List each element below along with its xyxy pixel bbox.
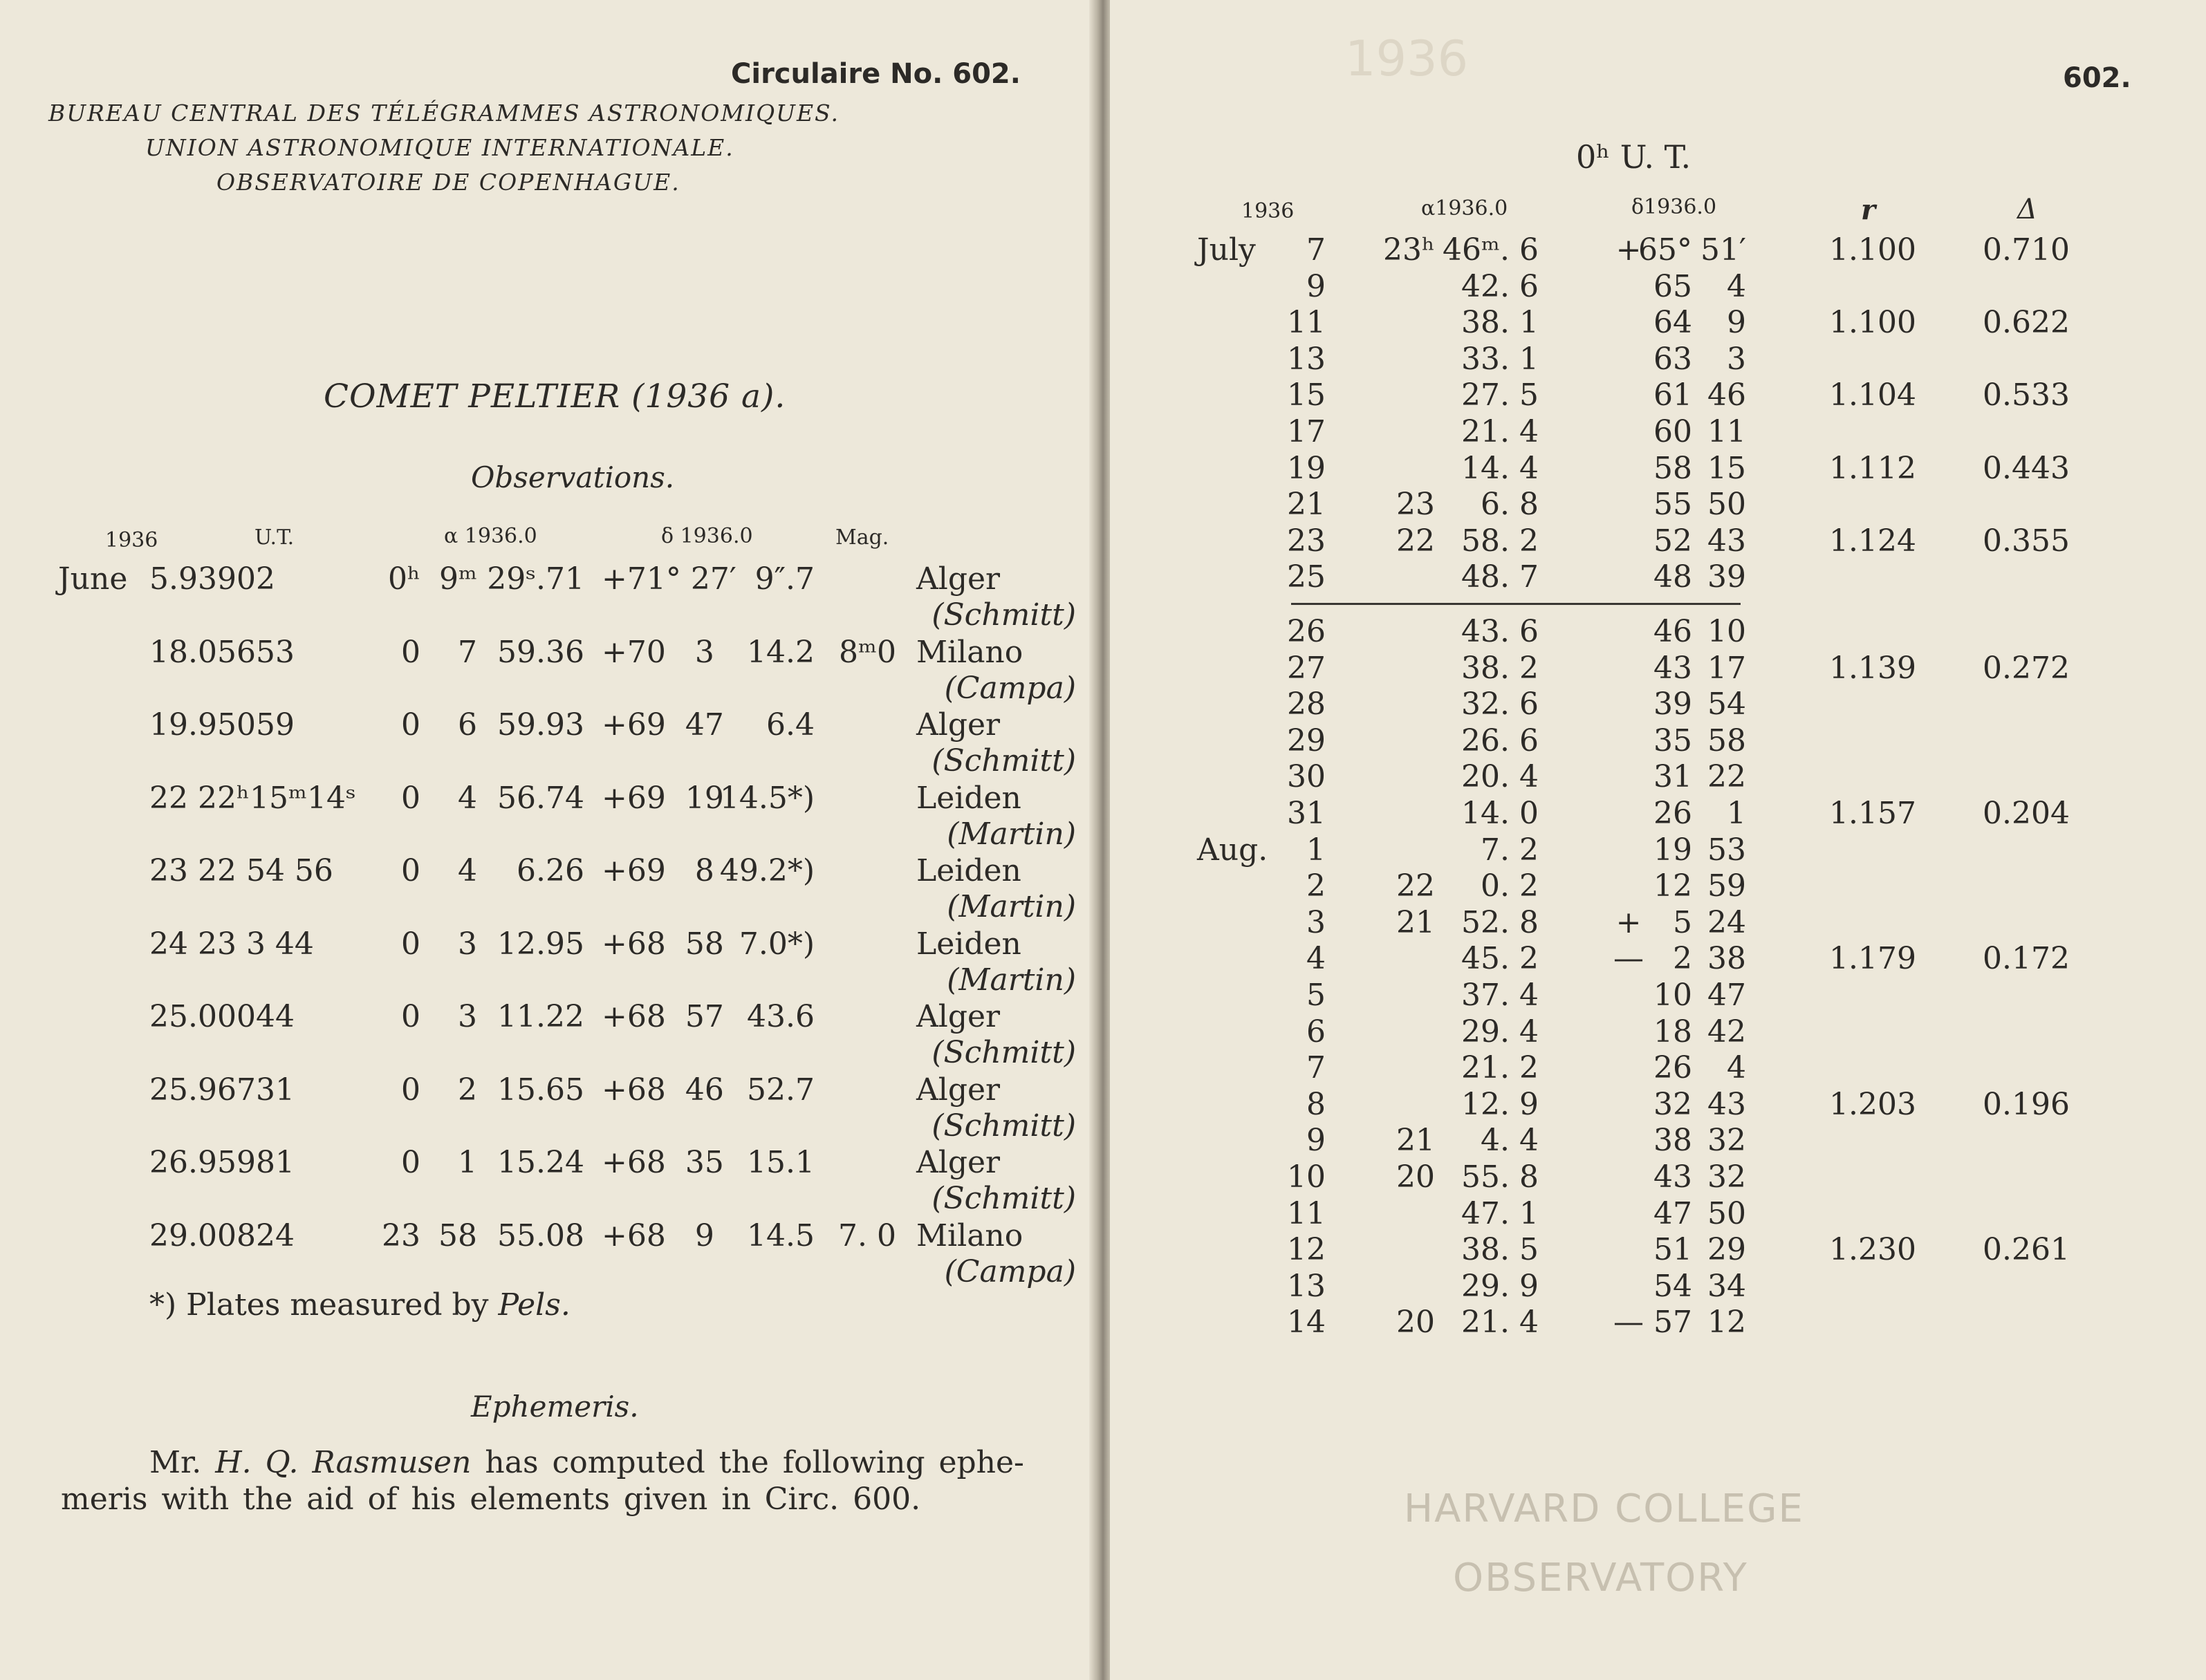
obs-date: 26.95981 — [149, 1145, 295, 1180]
footnote-prefix: *) Plates measured by — [149, 1287, 489, 1323]
obs-magnitude: 7. 0 — [838, 1218, 896, 1253]
obs-ra-minutes: 1 — [458, 1145, 477, 1180]
text-suffix: has computed the following ephe- — [485, 1445, 1024, 1480]
eph-dec-minutes: 24 — [1707, 905, 1746, 940]
obs-ra-minutes: 3 — [458, 926, 477, 962]
obs-ra-minutes: 7 — [458, 635, 477, 670]
eph-dec-degrees: 52 — [1653, 523, 1692, 559]
obs-ra-minutes: 3 — [458, 999, 477, 1034]
obs-observer: (Martin) — [947, 816, 1076, 852]
eph-ra-minutes: 26. 6 — [1461, 723, 1539, 758]
eph-delta: 0.204 — [1983, 796, 2070, 831]
eph-day: 6 — [1306, 1014, 1326, 1049]
eph-ra-hours: 23 — [1396, 487, 1435, 522]
obs-ra-seconds: 59.93 — [497, 707, 584, 743]
obs-date: 24 23 3 44 — [149, 926, 314, 962]
obs-observer: (Schmitt) — [931, 597, 1076, 633]
eph-dec-minutes: 58 — [1707, 723, 1746, 758]
eph-dec-degrees: 19 — [1653, 832, 1692, 868]
eph-ra-minutes: 38. 2 — [1461, 651, 1539, 686]
eph-dec-minutes: 4 — [1727, 269, 1746, 304]
eph-dec-degrees: 64 — [1653, 305, 1692, 340]
obs-station: Alger — [916, 707, 1001, 743]
eph-day: 28 — [1287, 687, 1326, 722]
obs-observer: (Schmitt) — [931, 1181, 1076, 1216]
eph-r: 1.230 — [1829, 1232, 1916, 1267]
eph-ra-minutes: 43. 6 — [1461, 614, 1539, 649]
eph-ra-minutes: 7. 2 — [1481, 832, 1539, 868]
obs-dec-degrees: +69 19 — [602, 781, 724, 816]
observations-heading: Observations. — [471, 460, 675, 494]
eph-dec-degrees: 55 — [1653, 487, 1692, 522]
obs-ra-minutes: 9ᵐ — [439, 561, 477, 597]
obs-date: 25.00044 — [149, 999, 295, 1034]
eph-dec-minutes: 11 — [1707, 414, 1746, 449]
eph-ra-hours: 21 — [1396, 905, 1435, 940]
eph-day: 3 — [1306, 905, 1326, 940]
obs-ra-minutes: 4 — [458, 781, 477, 816]
eph-ra-minutes: 45. 2 — [1461, 941, 1539, 976]
eph-delta: 0.355 — [1983, 523, 2070, 559]
obs-observer: (Martin) — [947, 889, 1076, 924]
eph-day: 9 — [1306, 269, 1326, 304]
eph-ra-minutes: 14. 0 — [1461, 796, 1539, 831]
eph-delta: 0.261 — [1983, 1232, 2070, 1267]
eph-day: 26 — [1287, 614, 1326, 649]
obs-station: Leiden — [916, 781, 1021, 816]
eph-ra-minutes: 46ᵐ. 6 — [1443, 232, 1539, 268]
ephemeris-heading: Ephemeris. — [471, 1390, 639, 1424]
eph-delta: 0.272 — [1983, 651, 2070, 686]
obs-dec-seconds: 9″.7 — [754, 561, 815, 597]
eph-dec-degrees: 12 — [1653, 868, 1692, 904]
harvard-stamp-line-2: OBSERVATORY — [1453, 1556, 1748, 1600]
eph-delta: 0.533 — [1983, 377, 2070, 413]
eph-dec-minutes: 43 — [1707, 1087, 1746, 1122]
eph-r: 1.100 — [1829, 232, 1916, 268]
obs-station: Milano — [916, 1218, 1023, 1253]
eph-r: 1.203 — [1829, 1087, 1916, 1122]
eph-delta: 0.443 — [1983, 451, 2070, 486]
eph-day: 7 — [1306, 232, 1326, 268]
obs-ra-seconds: 15.24 — [497, 1145, 584, 1180]
eph-day: 9 — [1306, 1123, 1326, 1158]
obs-date: 29.00824 — [149, 1218, 295, 1253]
eph-r: 1.124 — [1829, 523, 1916, 559]
eph-dec-degrees: 18 — [1653, 1014, 1692, 1049]
obs-station: Milano — [916, 635, 1023, 670]
eph-header-year: 1936 — [1241, 199, 1295, 223]
eph-dec-minutes: 43 — [1707, 523, 1746, 559]
eph-day: 5 — [1306, 978, 1326, 1013]
obs-ra-minutes: 4 — [458, 853, 477, 888]
eph-day: 21 — [1287, 487, 1326, 522]
eph-delta: 0.196 — [1983, 1087, 2070, 1122]
eph-ra-minutes: 29. 4 — [1461, 1014, 1539, 1049]
eph-day: 12 — [1287, 1232, 1326, 1267]
obs-dec-degrees: +69 47 — [602, 707, 724, 743]
obs-ra-minutes: 6 — [458, 707, 477, 743]
eph-day: 19 — [1287, 451, 1326, 486]
footnote-name: Pels. — [498, 1287, 571, 1323]
eph-dec-minutes: 39 — [1707, 559, 1746, 595]
obs-dec-degrees: +68 57 — [602, 999, 724, 1034]
obs-observer: (Martin) — [947, 962, 1076, 998]
obs-dec-seconds: 6.4 — [766, 707, 815, 743]
eph-day: 30 — [1287, 759, 1326, 794]
obs-dec-degrees: +70 3 — [602, 635, 714, 670]
eph-ra-hours: 22 — [1396, 523, 1435, 559]
obs-station: Alger — [916, 1145, 1001, 1180]
eph-dec-degrees: 47 — [1653, 1196, 1692, 1231]
bureau-line-2: UNION ASTRONOMIQUE INTERNATIONALE. — [145, 134, 734, 161]
eph-header-Delta: Δ — [2017, 194, 2037, 225]
obs-ra-seconds: 15.65 — [497, 1072, 584, 1108]
eph-ra-minutes: 21. 4 — [1461, 1305, 1539, 1340]
eph-ra-minutes: 4. 4 — [1481, 1123, 1539, 1158]
eph-day: 10 — [1287, 1159, 1326, 1195]
obs-ra-hours: 0 — [401, 1072, 420, 1108]
obs-observer: (Schmitt) — [931, 1108, 1076, 1144]
obs-magnitude: 8ᵐ0 — [839, 635, 896, 670]
eph-dec-minutes: 15 — [1707, 451, 1746, 486]
eph-ra-minutes: 47. 1 — [1461, 1196, 1539, 1231]
eph-day: 13 — [1287, 342, 1326, 377]
eph-ra-minutes: 6. 8 — [1481, 487, 1539, 522]
obs-station: Alger — [916, 1072, 1001, 1108]
obs-date: 18.05653 — [149, 635, 295, 670]
obs-dec-seconds: 15.1 — [747, 1145, 815, 1180]
eph-day: 15 — [1287, 377, 1326, 413]
eph-dec-degrees: 2 — [1673, 941, 1692, 976]
eph-r: 1.104 — [1829, 377, 1916, 413]
obs-ra-minutes: 2 — [458, 1072, 477, 1108]
obs-ra-seconds: 56.74 — [497, 781, 584, 816]
eph-dec-degrees: 48 — [1653, 559, 1692, 595]
footnote — [149, 1287, 571, 1323]
obs-dec-seconds: 7.0*) — [739, 926, 815, 962]
eph-ra-minutes: 27. 5 — [1461, 377, 1539, 413]
eph-dec-minutes: 12 — [1707, 1305, 1746, 1340]
obs-header-year: 1936 — [105, 528, 158, 552]
eph-day: 14 — [1287, 1305, 1326, 1340]
eph-r: 1.100 — [1829, 305, 1916, 340]
eph-ra-minutes: 55. 8 — [1461, 1159, 1539, 1195]
eph-header-alpha: α1936.0 — [1421, 196, 1508, 221]
faint-date-stamp: 1936 — [1345, 30, 1469, 87]
eph-dec-degrees: 26 — [1653, 796, 1692, 831]
eph-dec-degrees: 35 — [1653, 723, 1692, 758]
eph-dec-minutes: 34 — [1707, 1269, 1746, 1304]
obs-dec-degrees: +68 58 — [602, 926, 724, 962]
obs-ra-seconds: 11.22 — [497, 999, 584, 1034]
obs-date: 25.96731 — [149, 1072, 295, 1108]
obs-dec-seconds: 14.5*) — [719, 781, 815, 816]
eph-dec-degrees: 60 — [1653, 414, 1692, 449]
eph-dec-degrees: 38 — [1653, 1123, 1692, 1158]
obs-observer: (Campa) — [944, 1254, 1076, 1289]
eph-dec-degrees: 57 — [1653, 1305, 1692, 1340]
eph-dec-minutes: 38 — [1707, 941, 1746, 976]
eph-day: 23 — [1287, 523, 1326, 559]
eph-dec-degrees: 32 — [1653, 1087, 1692, 1122]
eph-r: 1.157 — [1829, 796, 1916, 831]
obs-dec-degrees: +68 35 — [602, 1145, 724, 1180]
eph-ra-minutes: 29. 9 — [1461, 1269, 1539, 1304]
obs-observer: (Schmitt) — [931, 1035, 1076, 1070]
obs-dec-degrees: +71° 27′ — [602, 561, 736, 597]
comet-title: COMET PELTIER (1936 a). — [324, 377, 786, 416]
eph-r: 1.112 — [1829, 451, 1916, 486]
obs-date: 19.95059 — [149, 707, 295, 743]
obs-header-delta: δ 1936.0 — [661, 524, 753, 548]
eph-delta: 0.622 — [1983, 305, 2070, 340]
eph-ra-minutes: 21. 4 — [1461, 414, 1539, 449]
eph-delta: 0.710 — [1983, 232, 2070, 268]
eph-dec-degrees: 43 — [1653, 1159, 1692, 1195]
eph-ra-minutes: 20. 4 — [1461, 759, 1539, 794]
obs-observer: (Schmitt) — [931, 743, 1076, 778]
obs-header-mag: Mag. — [835, 525, 889, 550]
eph-dec-minutes: 50 — [1707, 487, 1746, 522]
eph-ra-minutes: 42. 6 — [1461, 269, 1539, 304]
eph-day: 11 — [1287, 1196, 1326, 1231]
page-number: 602. — [2063, 62, 2131, 94]
eph-day: 13 — [1287, 1269, 1326, 1304]
eph-day: 4 — [1306, 941, 1326, 976]
eph-ra-minutes: 21. 2 — [1461, 1050, 1539, 1085]
ephemeris-text-line-1 — [149, 1445, 1024, 1480]
eph-ra-minutes: 32. 6 — [1461, 687, 1539, 722]
eph-dec-minutes: 32 — [1707, 1123, 1746, 1158]
obs-ra-hours: 0ʰ — [387, 561, 420, 597]
eph-month: July — [1197, 232, 1256, 268]
obs-station: Alger — [916, 999, 1001, 1034]
eph-day: 27 — [1287, 651, 1326, 686]
eph-ra-minutes: 12. 9 — [1461, 1087, 1539, 1122]
eph-dec-minutes: 47 — [1707, 978, 1746, 1013]
time-heading: 0ʰ U. T. — [1576, 138, 1691, 176]
eph-dec-degrees: 51 — [1653, 1232, 1692, 1267]
right-page — [1110, 0, 2206, 1680]
eph-dec-degrees: 54 — [1653, 1269, 1692, 1304]
obs-dec-seconds: 49.2*) — [719, 853, 815, 888]
eph-dec-minutes: 17 — [1707, 651, 1746, 686]
eph-dec-minutes: 59 — [1707, 868, 1746, 904]
eph-dec-minutes: 3 — [1727, 342, 1746, 377]
eph-dec-minutes: 46 — [1707, 377, 1746, 413]
eph-dec-minutes: 51′ — [1700, 232, 1746, 268]
obs-ra-hours: 0 — [401, 781, 420, 816]
obs-ra-hours: 0 — [401, 999, 420, 1034]
obs-ra-hours: 23 — [382, 1218, 420, 1253]
eph-month: Aug. — [1197, 832, 1268, 868]
eph-dec-minutes: 9 — [1727, 305, 1746, 340]
eph-dec-minutes: 53 — [1707, 832, 1746, 868]
eph-dec-minutes: 54 — [1707, 687, 1746, 722]
left-page — [0, 0, 1096, 1680]
obs-ra-minutes: 58 — [438, 1218, 477, 1253]
obs-dec-seconds: 43.6 — [747, 999, 815, 1034]
eph-dec-degrees: 5 — [1673, 905, 1692, 940]
obs-ra-seconds: 29ˢ.71 — [487, 561, 584, 597]
eph-ra-minutes: 0. 2 — [1481, 868, 1539, 904]
obs-ra-seconds: 6.26 — [517, 853, 584, 888]
obs-station: Leiden — [916, 853, 1021, 888]
eph-day: 17 — [1287, 414, 1326, 449]
eph-dec-minutes: 29 — [1707, 1232, 1746, 1267]
eph-dec-minutes: 50 — [1707, 1196, 1746, 1231]
eph-r: 1.179 — [1829, 941, 1916, 976]
bureau-line-1: BUREAU CENTRAL DES TÉLÉGRAMMES ASTRONOMIQUES. — [48, 100, 840, 127]
eph-dec-sign: — — [1613, 941, 1644, 976]
eph-dec-degrees: 26 — [1653, 1050, 1692, 1085]
obs-header-ut: U.T. — [254, 525, 295, 550]
eph-dec-minutes: 22 — [1707, 759, 1746, 794]
obs-dec-degrees: +68 46 — [602, 1072, 724, 1108]
eph-day: 1 — [1306, 832, 1326, 868]
eph-dec-minutes: 10 — [1707, 614, 1746, 649]
eph-dec-minutes: 4 — [1727, 1050, 1746, 1085]
eph-day: 2 — [1306, 868, 1326, 904]
obs-ra-hours: 0 — [401, 853, 420, 888]
obs-dec-seconds: 52.7 — [747, 1072, 815, 1108]
eph-ra-hours: 23ʰ — [1382, 232, 1435, 268]
circular-number: Circulaire No. 602. — [731, 58, 1021, 90]
eph-dec-sign: + — [1615, 232, 1642, 268]
eph-ra-minutes: 38. 1 — [1461, 305, 1539, 340]
obs-ra-hours: 0 — [401, 707, 420, 743]
eph-day: 25 — [1287, 559, 1326, 595]
eph-dec-degrees: 46 — [1653, 614, 1692, 649]
eph-dec-degrees: 39 — [1653, 687, 1692, 722]
eph-dec-degrees: 61 — [1653, 377, 1692, 413]
eph-dec-degrees: 58 — [1653, 451, 1692, 486]
obs-ra-seconds: 59.36 — [497, 635, 584, 670]
eph-header-delta: δ1936.0 — [1631, 195, 1717, 219]
eph-dec-sign: + — [1615, 905, 1642, 940]
obs-date: 5.93902 — [149, 561, 275, 597]
table-divider-line — [1291, 603, 1741, 605]
eph-dec-degrees: 31 — [1653, 759, 1692, 794]
harvard-stamp-line-1: HARVARD COLLEGE — [1404, 1486, 1804, 1531]
eph-dec-minutes: 1 — [1727, 796, 1746, 831]
obs-date: 22 22ʰ15ᵐ14ˢ — [149, 781, 356, 816]
eph-ra-minutes: 48. 7 — [1461, 559, 1539, 595]
eph-ra-minutes: 37. 4 — [1461, 978, 1539, 1013]
eph-day: 29 — [1287, 723, 1326, 758]
obs-dec-degrees: +69 8 — [602, 853, 714, 888]
eph-day: 31 — [1287, 796, 1326, 831]
eph-ra-minutes: 33. 1 — [1461, 342, 1539, 377]
eph-day: 8 — [1306, 1087, 1326, 1122]
eph-dec-degrees: 65° — [1638, 232, 1692, 268]
bureau-line-3: OBSERVATOIRE DE COPENHAGUE. — [216, 169, 680, 196]
eph-dec-degrees: 10 — [1653, 978, 1692, 1013]
obs-ra-hours: 0 — [401, 1145, 420, 1180]
eph-ra-hours: 20 — [1396, 1159, 1435, 1195]
eph-dec-minutes: 32 — [1707, 1159, 1746, 1195]
eph-day: 7 — [1306, 1050, 1326, 1085]
eph-ra-minutes: 14. 4 — [1461, 451, 1539, 486]
eph-dec-degrees: 63 — [1653, 342, 1692, 377]
ephemeris-text-line-2: meris with the aid of his elements given in Circ. 600. — [61, 1482, 921, 1517]
obs-dec-degrees: +68 9 — [602, 1218, 714, 1253]
obs-ra-hours: 0 — [401, 635, 420, 670]
obs-ra-seconds: 55.08 — [497, 1218, 584, 1253]
obs-ra-hours: 0 — [401, 926, 420, 962]
eph-r: 1.139 — [1829, 651, 1916, 686]
computer-name: H. Q. Rasmusen — [215, 1445, 472, 1480]
obs-header-alpha: α 1936.0 — [444, 524, 537, 548]
eph-header-r: r — [1861, 194, 1876, 226]
eph-ra-minutes: 38. 5 — [1461, 1232, 1539, 1267]
eph-ra-minutes: 58. 2 — [1461, 523, 1539, 559]
eph-delta: 0.172 — [1983, 941, 2070, 976]
obs-ra-seconds: 12.95 — [497, 926, 584, 962]
obs-station: Leiden — [916, 926, 1021, 962]
eph-ra-hours: 22 — [1396, 868, 1435, 904]
eph-dec-degrees: 65 — [1653, 269, 1692, 304]
eph-ra-minutes: 52. 8 — [1461, 905, 1539, 940]
eph-ra-hours: 21 — [1396, 1123, 1435, 1158]
eph-day: 11 — [1287, 305, 1326, 340]
eph-ra-hours: 20 — [1396, 1305, 1435, 1340]
text-prefix: Mr. — [149, 1445, 202, 1480]
obs-dec-seconds: 14.5 — [747, 1218, 815, 1253]
obs-date: 23 22 54 56 — [149, 853, 333, 888]
eph-dec-sign: — — [1613, 1305, 1644, 1340]
eph-dec-degrees: 43 — [1653, 651, 1692, 686]
eph-dec-minutes: 42 — [1707, 1014, 1746, 1049]
obs-month: June — [58, 561, 128, 597]
obs-dec-seconds: 14.2 — [747, 635, 815, 670]
obs-observer: (Campa) — [944, 671, 1076, 706]
obs-station: Alger — [916, 561, 1001, 597]
